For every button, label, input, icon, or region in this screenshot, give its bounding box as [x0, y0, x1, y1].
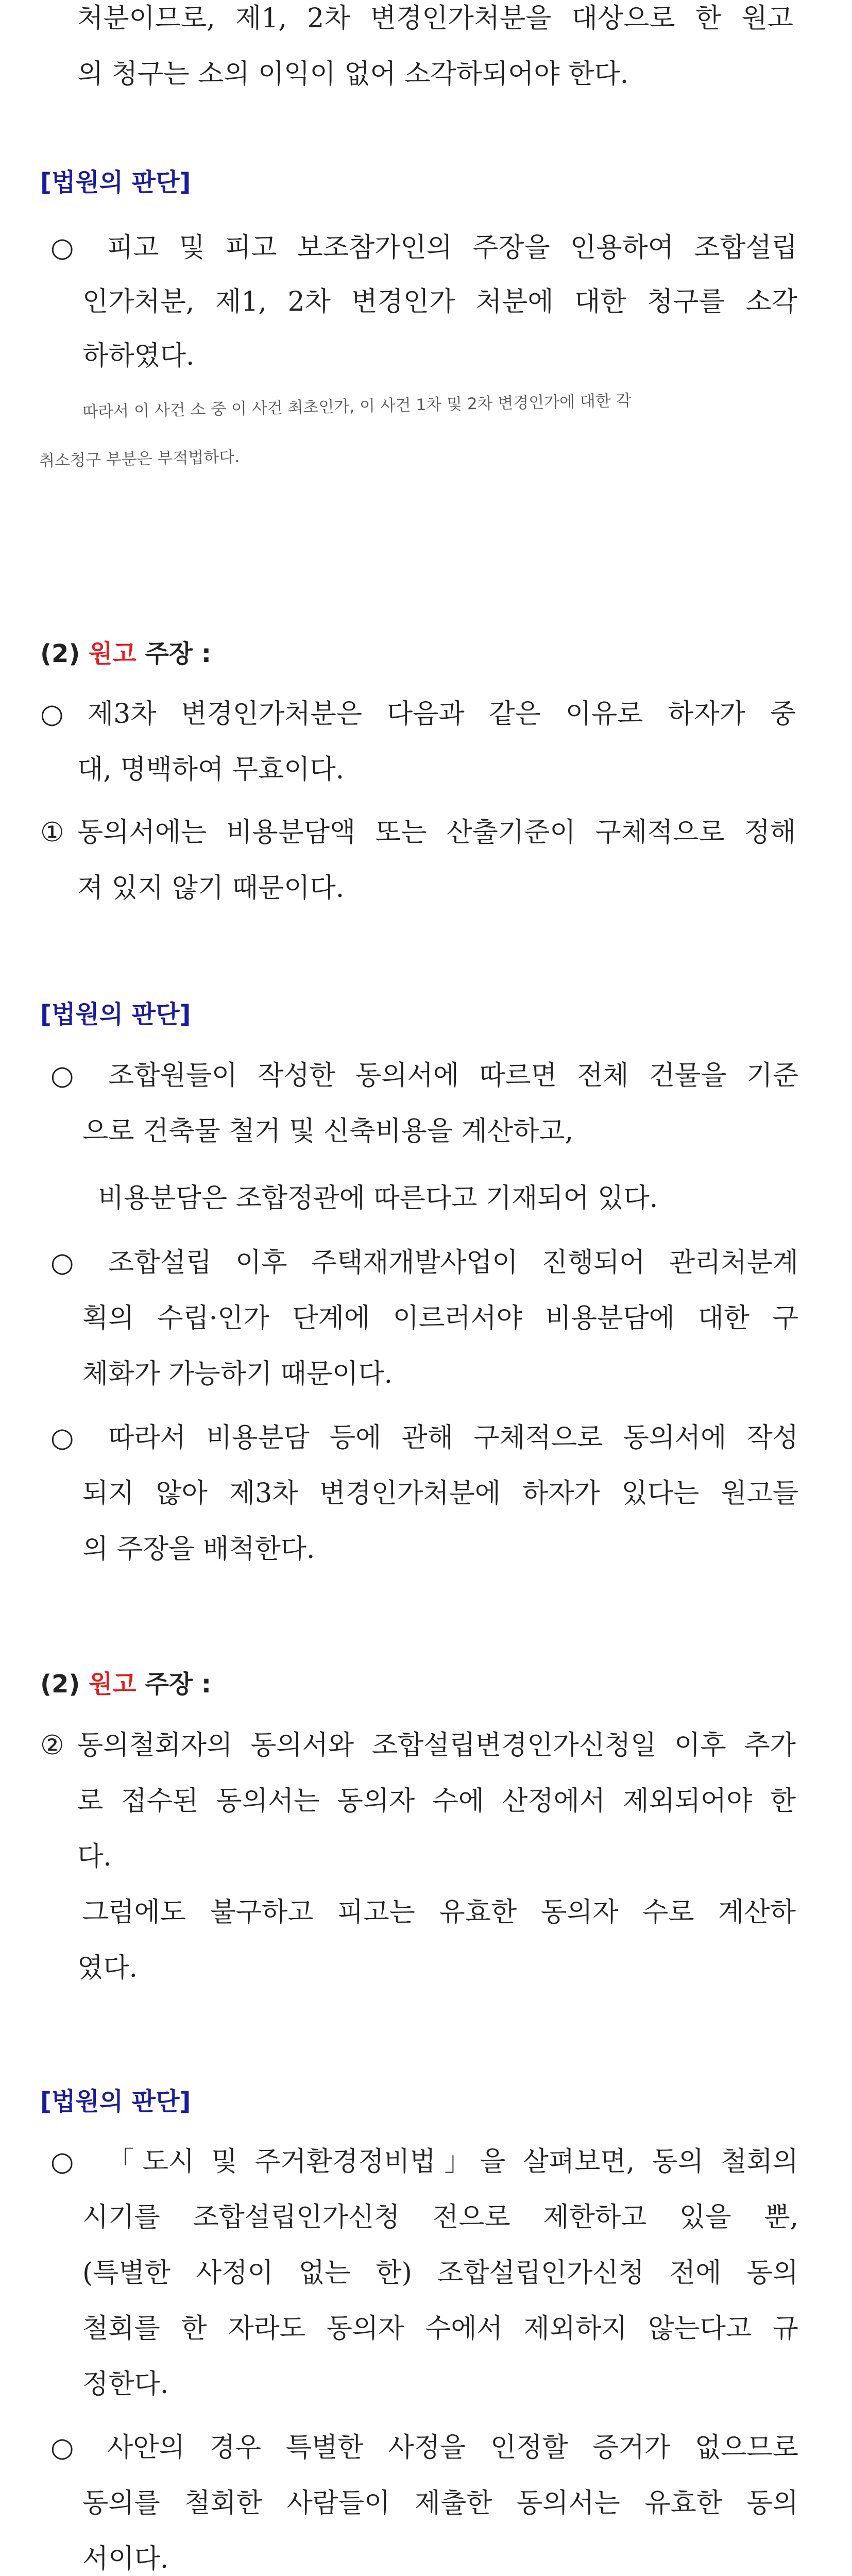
paragraph-line: 조합설립 이후 주택재개발사업이 진행되어 관리처분계	[108, 1247, 798, 1278]
bullet-mark: ○	[50, 1060, 74, 1091]
paragraph-line: 서이다.	[82, 2544, 169, 2574]
paragraph-line: 사안의 경우 특별한 사정을 인정할 증거가 없으므로	[107, 2432, 798, 2463]
number-mark: ①	[40, 817, 64, 848]
paragraph-line: 비용분담은 조합정관에 따른다고 기재되어 있다.	[98, 1183, 658, 1214]
claim-number: (2)	[40, 1670, 80, 1699]
bullet-mark: ○	[50, 1247, 74, 1278]
bullet-mark: ○	[50, 232, 74, 263]
paragraph-line: 동의를 철회한 사람들이 제출한 동의서는 유효한 동의	[82, 2488, 798, 2519]
paragraph-line: 그럼에도 불구하고 피고는 유효한 동의자 수로 계산하	[82, 1897, 796, 1928]
paragraph-line: 시기를 조합설립인가신청 전으로 제한하고 있을 뿐,	[82, 2202, 798, 2233]
claim-plaintiff: 원고	[89, 639, 137, 668]
quoted-text: 따라서 이 사건 소 중 이 사건 최초인가, 이 사건 1차 및 2차 변경인가에 대한 각	[82, 391, 632, 421]
section-heading: [법원의 판단]	[40, 2087, 191, 2116]
paragraph-line: (특별한 사정이 없는 한) 조합설립인가신청 전에 동의	[82, 2258, 798, 2289]
paragraph-line: 대, 명백하여 무효이다.	[77, 754, 345, 785]
paragraph-line: 의 주장을 배척한다.	[82, 1534, 315, 1565]
claim-label: 주장 :	[145, 639, 212, 668]
paragraph-line: 하하였다.	[82, 341, 195, 371]
claim-number: (2)	[40, 639, 80, 668]
section-heading: [법원의 판단]	[40, 1000, 191, 1029]
bullet-mark: ○	[50, 2146, 74, 2177]
paragraph-line: 되지 않아 제3차 변경인가처분에 하자가 있다는 원고들	[82, 1478, 798, 1509]
paragraph-line: 였다.	[77, 1953, 138, 1984]
bullet-mark: ○	[50, 1422, 74, 1453]
bullet-mark: ○	[40, 699, 64, 730]
claim-heading	[40, 641, 211, 666]
paragraph-line: 의 청구는 소의 이익이 없어 소각하되어야 한다.	[77, 59, 629, 90]
paragraph-line: 따라서 비용분담 등에 관해 구체적으로 동의서에 작성	[108, 1422, 798, 1453]
paragraph-line: 처분이므로, 제1, 2차 변경인가처분을 대상으로 한 원고	[77, 3, 793, 34]
paragraph-line: 져 있지 않기 때문이다.	[77, 873, 345, 904]
claim-plaintiff: 원고	[89, 1670, 137, 1699]
paragraph-line: 제3차 변경인가처분은 다음과 같은 이유로 하자가 중	[88, 699, 796, 730]
bullet-mark: ○	[50, 2432, 74, 2463]
paragraph-line: 철회를 한 자라도 동의자 수에서 제외하지 않는다고 규	[82, 2313, 798, 2344]
paragraph-line: 「도시 및 주거환경정비법」을 살펴보면, 동의 철회의	[107, 2146, 798, 2177]
paragraph-line: 조합원들이 작성한 동의서에 따르면 전체 건물을 기준	[108, 1060, 798, 1091]
paragraph-line: 동의서에는 비용분담액 또는 산출기준이 구체적으로 정해	[77, 817, 796, 848]
claim-heading	[40, 1672, 211, 1697]
paragraph-line: 정한다.	[82, 2369, 169, 2400]
paragraph-line: 다.	[77, 1841, 112, 1872]
paragraph-line: 인가처분, 제1, 2차 변경인가 처분에 대한 청구를 소각	[82, 286, 797, 317]
paragraph-line: 으로 건축물 철거 및 신축비용을 계산하고,	[82, 1116, 574, 1147]
paragraph-line: 동의철회자의 동의서와 조합설립변경인가신청일 이후 추가	[77, 1730, 796, 1761]
paragraph-line: 체화가 가능하기 때문이다.	[82, 1359, 393, 1389]
number-mark: ②	[40, 1730, 64, 1761]
quoted-text: 취소청구 부분은 부적법하다.	[39, 447, 240, 470]
paragraph-line: 로 접수된 동의서는 동의자 수에 산정에서 제외되어야 한	[77, 1786, 796, 1817]
paragraph-line: 획의 수립·인가 단계에 이르러서야 비용분담에 대한 구	[82, 1303, 798, 1334]
section-heading: [법원의 판단]	[40, 168, 191, 197]
claim-label: 주장 :	[145, 1670, 212, 1699]
paragraph-line: 피고 및 피고 보조참가인의 주장을 인용하여 조합설립	[107, 232, 797, 263]
